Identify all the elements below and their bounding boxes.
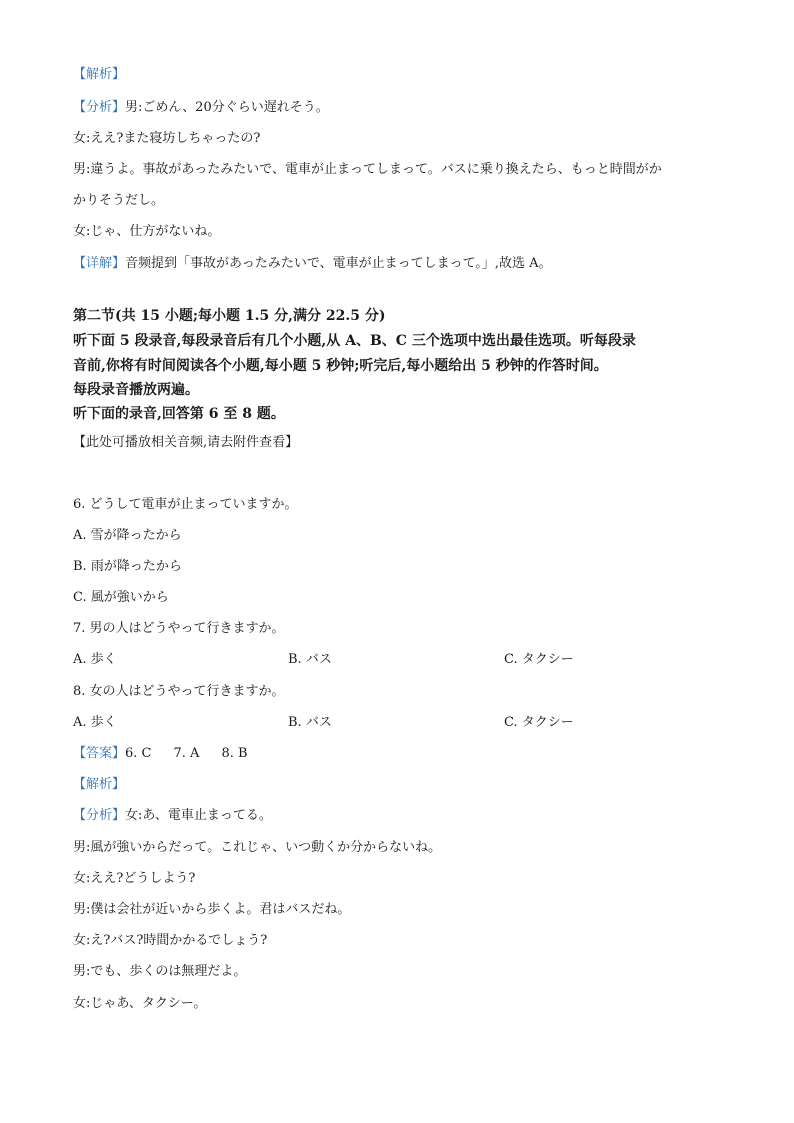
instruction-line: 听下面 5 段录音,每段录音后有几个小题,从 A、B、C 三个选项中选出最佳选项。听每段录 <box>73 333 636 349</box>
dialogue-line: 男:でも、歩くのは無理だよ。 <box>73 964 247 979</box>
fenxi-label: 【分析】 <box>73 100 126 115</box>
dialogue-line: 女:え?バス?時間かかるでしょう? <box>73 933 268 948</box>
answer-6: 6. C <box>125 746 152 761</box>
question-6: 6. どうして電車が止まっていますか。 <box>73 497 298 512</box>
fenxi-label: 【分析】 <box>73 808 126 823</box>
section-title: 第二节(共 15 小题;每小题 1.5 分,满分 22.5 分) <box>73 308 386 324</box>
instruction-line: 音前,你将有时间阅读各个小题,每小题 5 秒钟;听完后,每小题给出 5 秒钟的作答时间。 <box>73 358 608 374</box>
fenxi-line <box>73 808 272 824</box>
answer-label: 【答案】 <box>73 746 126 761</box>
fenxi-line <box>73 100 329 116</box>
instruction-line: 听下面的录音,回答第 6 至 8 题。 <box>73 406 285 422</box>
answer-line <box>73 746 248 762</box>
jiexi-label: 【解析】 <box>73 777 126 792</box>
option-6c: C. 風が強いから <box>73 590 169 605</box>
dialogue-line: 男:違うよ。事故があったみたいで、電車が止まってしまって。バスに乗り換えたら、もっと時間がか <box>73 162 662 177</box>
option-6a: A. 雪が降ったから <box>73 528 182 543</box>
dialogue-line: 女:じゃあ、タクシー。 <box>73 996 207 1011</box>
xiangjie-label: 【详解】 <box>73 256 126 271</box>
dialogue-line: 女:じゃ、仕方がないね。 <box>73 224 221 239</box>
question-7: 7. 男の人はどうやって行きますか。 <box>73 621 285 636</box>
dialogue-line: 男:僕は会社が近いから歩くよ。君はバスだね。 <box>73 902 351 917</box>
dialogue-line: 女:ええ?どうしよう? <box>73 871 196 886</box>
fenxi-text: 女:あ、電車止まってる。 <box>125 808 272 823</box>
xiangjie-line <box>73 256 552 272</box>
question-8: 8. 女の人はどうやって行きますか。 <box>73 684 285 699</box>
dialogue-line: 男:風が強いからだって。これじゃ、いつ動くか分からないね。 <box>73 840 442 855</box>
dialogue-line: 女:ええ?また寝坊しちゃったの? <box>73 131 261 146</box>
instruction-line: 每段录音播放两遍。 <box>73 382 199 398</box>
fenxi-text: 男:ごめん、20分ぐらい遅れそう。 <box>125 100 329 115</box>
option-8c: C. タクシー <box>504 715 574 730</box>
option-7a: A. 歩く <box>73 652 117 667</box>
option-6b: B. 雨が降ったから <box>73 559 182 574</box>
option-8a: A. 歩く <box>73 715 117 730</box>
option-8b: B. バス <box>288 715 332 730</box>
jiexi-label: 【解析】 <box>73 67 126 82</box>
xiangjie-text: 音频提到「事故があったみたいで、電車が止まってしまって。」,故选 A。 <box>125 256 552 271</box>
answer-8: 8. B <box>221 746 248 761</box>
audio-note: 【此处可播放相关音频,请去附件查看】 <box>73 435 299 450</box>
option-7c: C. タクシー <box>504 652 574 667</box>
answer-7: 7. A <box>173 746 200 761</box>
dialogue-line: かりそうだし。 <box>73 193 165 208</box>
option-7b: B. バス <box>288 652 332 667</box>
